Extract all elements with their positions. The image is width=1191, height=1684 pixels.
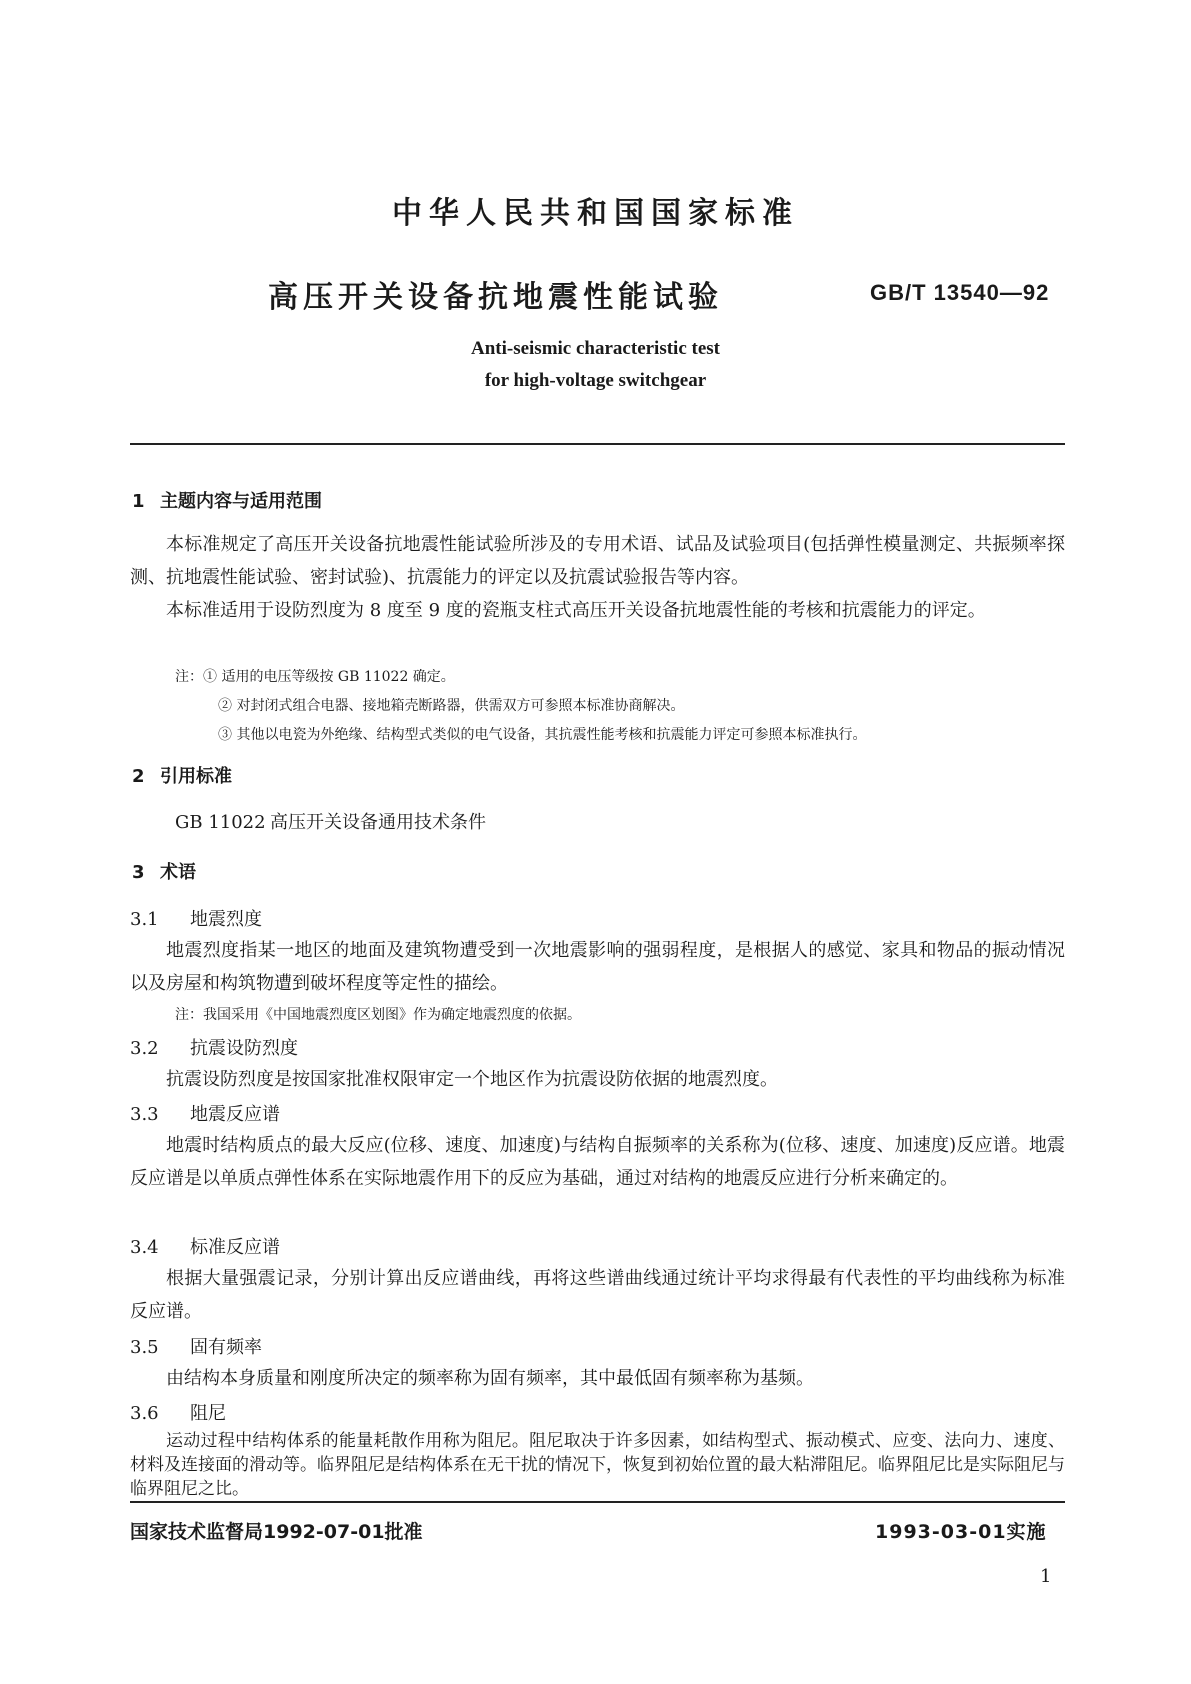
note-prefix: 注： bbox=[175, 669, 203, 685]
section-1-paragraph-1: 本标准规定了高压开关设备抗地震性能试验所涉及的专用术语、试品及试验项目(包括弹性模量测定、共振频率探测、抗地震性能试验、密封试验)、抗震能力的评定以及抗震试验报告等内容。 bbox=[130, 534, 1065, 588]
section-title: 引用标准 bbox=[160, 766, 232, 787]
term-3-4-heading bbox=[130, 1233, 280, 1259]
term-title: 抗震设防烈度 bbox=[190, 1038, 298, 1059]
term-title: 固有频率 bbox=[190, 1337, 262, 1358]
term-3-2-heading bbox=[130, 1034, 298, 1060]
term-3-3-definition: 地震时结构质点的最大反应(位移、速度、加速度)与结构自振频率的关系称为(位移、速度、加速度)反应谱。地震反应谱是以单质点弹性体系在实际地震作用下的反应为基础，通过对结构的地震反应进行分析来确定的。 bbox=[130, 1135, 1065, 1189]
reference-code: GB 11022 bbox=[175, 812, 266, 833]
term-title: 地震反应谱 bbox=[190, 1104, 280, 1125]
section-2-heading bbox=[132, 762, 232, 788]
section-1-heading bbox=[132, 487, 322, 513]
section-number: 1 bbox=[132, 491, 145, 512]
national-standard-label: 中华人民共和国国家标准 bbox=[392, 196, 799, 231]
note-1 bbox=[175, 666, 455, 686]
page-number: 1 bbox=[1040, 1566, 1052, 1587]
note-1-text: ① 适用的电压等级按 GB 11022 确定。 bbox=[203, 669, 455, 685]
footer-divider bbox=[130, 1501, 1065, 1503]
term-number: 3.1 bbox=[130, 909, 159, 930]
reference-title: 高压开关设备通用技术条件 bbox=[270, 812, 486, 833]
document-title-en-line2: for high-voltage switchgear bbox=[484, 370, 707, 391]
term-number: 3.5 bbox=[130, 1337, 159, 1358]
section-title: 主题内容与适用范围 bbox=[160, 491, 322, 512]
term-3-6-definition: 运动过程中结构体系的能量耗散作用称为阻尼。阻尼取决于许多因素，如结构型式、振动模式、应变、法向力、速度、材料及连接面的滑动等。临界阻尼是结构体系在无干扰的情况下，恢复到初始位置的最大粘滞阻尼。临界阻尼比是实际阻尼与临界阻尼之比。 bbox=[130, 1431, 1065, 1499]
term-3-2-definition: 抗震设防烈度是按国家批准权限审定一个地区作为抗震设防依据的地震烈度。 bbox=[166, 1069, 778, 1090]
document-title-zh: 高压开关设备抗地震性能试验 bbox=[268, 280, 723, 315]
section-1-paragraph-2: 本标准适用于设防烈度为 8 度至 9 度的瓷瓶支柱式高压开关设备抗地震性能的考核和抗震能力的评定。 bbox=[166, 600, 986, 621]
term-3-5-heading bbox=[130, 1333, 262, 1359]
term-3-1-note: 注：我国采用《中国地震烈度区划图》作为确定地震烈度的依据。 bbox=[175, 1007, 581, 1023]
term-title: 阻尼 bbox=[190, 1403, 226, 1424]
term-title: 地震烈度 bbox=[190, 909, 262, 930]
term-number: 3.6 bbox=[130, 1403, 159, 1424]
implementation-statement: 1993-03-01实施 bbox=[875, 1521, 1047, 1543]
section-number: 2 bbox=[132, 766, 145, 787]
term-3-5-definition: 由结构本身质量和刚度所决定的频率称为固有频率，其中最低固有频率称为基频。 bbox=[166, 1368, 814, 1389]
term-3-3-heading bbox=[130, 1100, 280, 1126]
term-number: 3.2 bbox=[130, 1038, 159, 1059]
term-3-4-definition: 根据大量强震记录，分别计算出反应谱曲线，再将这些谱曲线通过统计平均求得最有代表性的平均曲线称为标准反应谱。 bbox=[130, 1268, 1065, 1322]
term-3-1-heading bbox=[130, 905, 262, 931]
term-3-6-heading bbox=[130, 1399, 226, 1425]
note-2: ② 对封闭式组合电器、接地箱壳断路器，供需双方可参照本标准协商解决。 bbox=[218, 698, 685, 714]
term-title: 标准反应谱 bbox=[190, 1237, 280, 1258]
section-title: 术语 bbox=[160, 862, 196, 883]
approval-statement: 国家技术监督局1992-07-01批准 bbox=[130, 1521, 423, 1543]
note-3: ③ 其他以电瓷为外绝缘、结构型式类似的电气设备，其抗震性能考核和抗震能力评定可参照本标准执行。 bbox=[218, 727, 867, 743]
header-divider bbox=[130, 443, 1065, 445]
document-title-en-line1: Anti-seismic characteristic test bbox=[470, 338, 720, 359]
standard-code: GB/T 13540—92 bbox=[870, 280, 1050, 305]
term-3-1-definition: 地震烈度指某一地区的地面及建筑物遭受到一次地震影响的强弱程度，是根据人的感觉、家具和物品的振动情况以及房屋和构筑物遭到破坏程度等定性的描绘。 bbox=[130, 940, 1065, 994]
term-number: 3.3 bbox=[130, 1104, 159, 1125]
term-number: 3.4 bbox=[130, 1237, 159, 1258]
reference-item bbox=[175, 808, 486, 834]
section-3-heading bbox=[132, 858, 196, 884]
section-number: 3 bbox=[132, 862, 145, 883]
